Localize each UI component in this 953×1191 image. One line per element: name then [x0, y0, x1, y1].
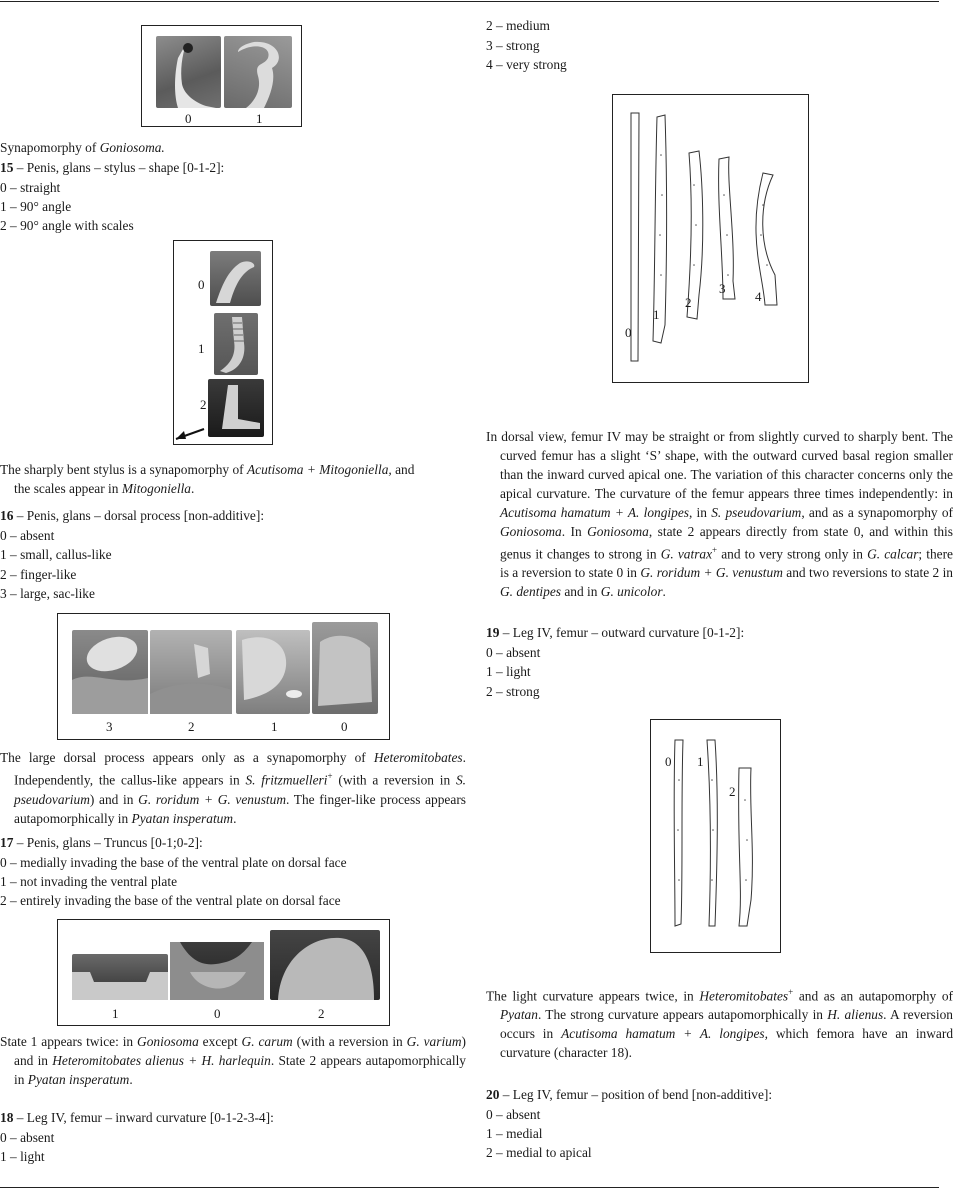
sem-photo-state-1 — [224, 36, 292, 108]
character-18-state: 4 – very strong — [486, 57, 567, 72]
character-16-state: 3 – large, sac-like — [0, 586, 95, 601]
figure-label: 2 — [729, 784, 736, 799]
paragraph-18: In dorsal view, femur IV may be straight or from slightly curved to sharply bent. The curved femur has a slight ‘S’ shape, with the outward curved basal region smaller than the inward curved apical one. The variation of this character concerns only the apical curvature. The curvature of the femur appears three times independently: in Acutisoma hamatum + A. longipes, in S. pseudovarium, and as a synapomorphy of Goniosoma. In Goniosoma, state 2 appears directly from state 0, and within this genus it changes to strong in G. vatrax+ and to very strong only in G. calcar; there is a reversion to state 0 in G. roridum + G. venustum and two reversions to state 2 in G. dentipes and in G. unicolor. — [486, 429, 953, 600]
sem-photo-state-1 — [236, 630, 310, 714]
figure-label: 4 — [755, 289, 762, 304]
figure-label: 0 — [214, 1006, 221, 1021]
sem-photo-state-2 — [270, 930, 380, 1000]
character-19-state: 1 – light — [486, 664, 531, 679]
character-18-state: 0 – absent — [0, 1130, 55, 1145]
character-20-state: 2 – medial to apical — [486, 1145, 592, 1160]
paragraph-17: State 1 appears twice: in Goniosoma except G. carum (with a reversion in G. varium) and in Heteromitobates alienus + H. harlequin. State 2 appears autapomorphically in Pyatan insperatum. — [0, 1034, 467, 1087]
figure-label: 1 — [256, 111, 263, 126]
figure-label: 2 — [318, 1006, 325, 1021]
figure-character-19 — [650, 719, 781, 953]
sem-photo-state-2 — [150, 630, 232, 714]
character-20-title: 20 – Leg IV, femur – position of bend [non-additive]: — [486, 1087, 773, 1102]
figure-label: 2 — [200, 397, 207, 412]
sem-photo-state-0 — [312, 622, 378, 714]
figure-label: 0 — [665, 754, 672, 769]
sem-photo-state-0 — [156, 36, 221, 108]
paragraph-19: The light curvature appears twice, in Heteromitobates+ and as an autapomorphy of Pyatan. The strong curvature appears autapomorphically in H. alienus. A reversion occurs in Acutisoma hamatum + A. longipes, which femora have an inward curvature (character 18). — [486, 987, 953, 1061]
figure-label: 1 — [112, 1006, 119, 1021]
character-16-title: 16 – Penis, glans – dorsal process [non-additive]: — [0, 508, 265, 523]
character-15-title: 15 – Penis, glans – stylus – shape [0-1-2]: — [0, 160, 225, 175]
character-18-state: 3 – strong — [486, 38, 540, 53]
character-17-title: 17 – Penis, glans – Truncus [0-1;0-2]: — [0, 835, 203, 850]
figure-label: 2 — [685, 295, 692, 310]
figure-character-17 — [57, 919, 390, 1026]
character-17-state: 2 – entirely invading the base of the ventral plate on dorsal face — [0, 893, 341, 908]
character-15-state: 1 – 90° angle — [0, 199, 72, 214]
character-19-title: 19 – Leg IV, femur – outward curvature [0-1-2]: — [486, 625, 745, 640]
paragraph-15: The sharply bent stylus is a synapomorphy of Acutisoma + Mitogoniella, and the scales appear in Mitogoniella. — [0, 462, 415, 496]
figure-label: 0 — [625, 325, 632, 340]
figure-label: 0 — [185, 111, 192, 126]
bottom-rule — [0, 1187, 939, 1188]
character-17-state: 1 – not invading the ventral plate — [0, 874, 178, 889]
sem-photo-state-1 — [72, 954, 168, 1000]
character-15-state: 2 – 90° angle with scales — [0, 218, 134, 233]
character-20-state: 0 – absent — [486, 1107, 541, 1122]
figure-label: 1 — [653, 307, 660, 322]
figure-label: 1 — [697, 754, 704, 769]
top-rule — [0, 1, 939, 2]
figure-character-14 — [141, 25, 302, 127]
figure-character-16 — [57, 613, 390, 740]
figure-label: 0 — [341, 719, 348, 734]
arrow-icon — [174, 241, 274, 446]
figure-label: 1 — [198, 341, 205, 356]
character-18-state: 2 – medium — [486, 18, 550, 33]
character-19-state: 2 – strong — [486, 684, 540, 699]
character-18-title: 18 – Leg IV, femur – inward curvature [0-1-2-3-4]: — [0, 1110, 274, 1125]
character-17-state: 0 – medially invading the base of the ventral plate on dorsal face — [0, 855, 347, 870]
character-16-state: 2 – finger-like — [0, 567, 77, 582]
figure-character-15 — [173, 240, 273, 445]
character-16-state: 0 – absent — [0, 528, 55, 543]
character-20-state: 1 – medial — [486, 1126, 543, 1141]
character-18-state: 1 – light — [0, 1149, 45, 1164]
character-16-state: 1 – small, callus-like — [0, 547, 112, 562]
figure-label: 3 — [106, 719, 113, 734]
figure-label: 0 — [198, 277, 205, 292]
sem-photo-state-0 — [170, 942, 264, 1000]
figure-label: 2 — [188, 719, 195, 734]
character-19-state: 0 – absent — [486, 645, 541, 660]
character-15-state: 0 – straight — [0, 180, 61, 195]
figure-label: 1 — [271, 719, 278, 734]
femur-drawings — [613, 95, 810, 384]
sem-photo-state-3 — [72, 630, 148, 714]
figure-character-18 — [612, 94, 809, 383]
figure-label: 3 — [719, 281, 726, 296]
synapomorphy-note: Synapomorphy of Goniosoma. — [0, 140, 165, 155]
paragraph-16: The large dorsal process appears only as a synapomorphy of Heteromitobates. Independently, the callus-like appears in S. fritzmuelleri+ (with a reversion in S. pseudovarium) and in G. roridum + G. venustum. The finger-like process appears autapomorphically in Pyatan insperatum. — [0, 750, 466, 827]
